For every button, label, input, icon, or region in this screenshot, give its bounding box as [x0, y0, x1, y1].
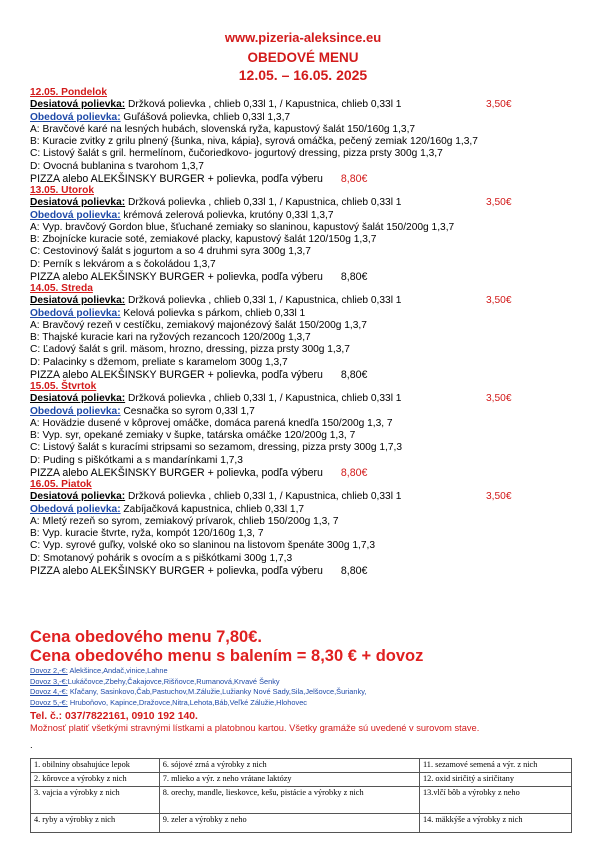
delivery-list — [30, 666, 366, 708]
allergen-row — [31, 814, 572, 833]
meal-item: B: Kuracie zvitky z grilu plnený {šunka, niva, kápia}, syrová omáčka, pečený zemiak 120/160g 1,3,7 — [30, 136, 478, 147]
weekly-menu — [30, 87, 590, 577]
meal-item: C: Ľadový šalát s gril. mäsom, hrozno, dressing, pizza prsty 300g 1,3,7 — [30, 344, 350, 356]
allergen-row — [31, 773, 572, 787]
morning-soup-label: Desiatová polievka: — [30, 295, 126, 307]
lunch-soup-row — [30, 504, 590, 516]
allergen-cell: 13.vlčí bôb a výrobky z neho — [419, 787, 571, 814]
pizza-burger-price: 8,80€ — [340, 270, 368, 283]
day-date: 15.05. Štvrtok — [30, 381, 97, 392]
meal-item: D: Smotanový pohárik s ovocím a s piškótkami 300g 1,7,3 — [30, 552, 293, 564]
day-block — [30, 87, 590, 185]
delivery-row — [30, 677, 366, 688]
pizza-burger-row — [30, 369, 590, 381]
pizza-burger-price: 8,80€ — [340, 368, 368, 381]
pizza-burger-price: 8,80€ — [340, 172, 368, 185]
day-block — [30, 479, 590, 577]
allergen-cell: 9. zeler a výrobky z neho — [159, 814, 419, 833]
morning-soup-label: Desiatová polievka: — [30, 393, 126, 405]
meal-item: C: Listový šalát s gril. hermelínom, čučoriedkovo- jogurtový dressing, pizza prsty 300g 1,3,7 — [30, 148, 443, 160]
morning-soup-price: 3,50€ — [486, 295, 512, 307]
delivery-places: Hruboňovo, Kapince,Dražovce,Nitra,Lehota,Báb,Veľké Zálužie,Hlohovec — [67, 697, 307, 707]
lunch-soup-label: Obedová polievka: — [30, 405, 121, 417]
menu-title: OBEDOVÉ MENU — [247, 50, 359, 65]
allergen-cell: 12. oxid siričitý a siričitany — [419, 773, 571, 787]
morning-soup-row — [30, 295, 590, 307]
allergen-cell: 11. sezamové semená a výr. z nich — [419, 759, 571, 773]
payment-note: Možnosť platiť všetkými stravnými lístkami a platobnou kartou. Všetky gramáže sú uvedené v surovom stave. — [30, 723, 480, 733]
lunch-soup-row — [30, 308, 590, 320]
allergen-cell: 1. obilniny obsahujúce lepok — [31, 759, 160, 773]
pizza-burger-price: 8,80€ — [340, 466, 368, 479]
lunch-soup-text: Guľášová polievka, chlieb 0,33l 1,3,7 — [120, 111, 291, 123]
meal-item: B: Thajské kuracie kari na ryžových rezancoch 120/200g 1,3,7 — [30, 332, 311, 343]
pizza-burger-row — [30, 271, 590, 283]
morning-soup-row — [30, 491, 590, 503]
morning-soup-price: 3,50€ — [486, 99, 512, 111]
meal-item: D: Palacinky s džemom, preliate s karamelom 300g 1,3,7 — [30, 356, 288, 368]
day-block — [30, 283, 590, 381]
allergen-cell: 4. ryby a výrobky z nich — [31, 814, 160, 833]
pizza-burger-row — [30, 565, 590, 577]
morning-soup-text: Držková polievka , chlieb 0,33l 1, / Kapustnica, chlieb 0,33l 1 — [125, 197, 402, 209]
morning-soup-text: Držková polievka , chlieb 0,33l 1, / Kapustnica, chlieb 0,33l 1 — [125, 393, 402, 405]
delivery-row — [30, 666, 366, 677]
morning-soup-text: Držková polievka , chlieb 0,33l 1, / Kapustnica, chlieb 0,33l 1 — [125, 491, 402, 503]
allergen-row — [31, 787, 572, 814]
date-range: 12.05. – 16.05. 2025 — [238, 67, 368, 83]
allergen-cell: 7. mlieko a výr. z neho vrátane laktózy — [159, 773, 419, 787]
allergen-row — [31, 759, 572, 773]
lunch-soup-row — [30, 406, 590, 418]
allergen-cell: 14. mäkkýše a výrobky z nich — [419, 814, 571, 833]
morning-soup-row — [30, 99, 590, 111]
morning-soup-price: 3,50€ — [486, 197, 512, 209]
meal-item: D: Puding s piškótkami a s mandarínkami 1,7,3 — [30, 454, 243, 466]
meal-item: A: Hovädzie dusené v kôprovej omáčke, domáca parená knedľa 150/200g 1,3, 7 — [30, 417, 393, 429]
morning-soup-row — [30, 197, 590, 209]
delivery-places: Lukáčovce,Zbehy,Čakajovce,Rišňovce,Rumanová,Krvavé Šenky — [67, 676, 280, 686]
allergen-cell: 3. vajcia a výrobky z nich — [31, 787, 160, 814]
lunch-soup-text: krémová zelerová polievka, krutóny 0,33l 1,3,7 — [120, 209, 334, 221]
pizza-burger-text: PIZZA alebo ALEKŠINSKY BURGER + polievka, podľa výberu — [30, 466, 323, 479]
meal-item: C: Listový šalát s kuracími stripsami so sezamom, dressing, pizza prsty 300g 1,7,3 — [30, 442, 402, 454]
pizza-burger-price: 8,80€ — [340, 564, 368, 577]
delivery-places: Alekšince,Andač,vinice,Lahne — [67, 666, 168, 675]
morning-soup-row — [30, 393, 590, 405]
lunch-soup-label: Obedová polievka: — [30, 307, 121, 319]
menu-price: Cena obedového menu 7,80€. — [30, 628, 262, 646]
allergen-table — [30, 758, 572, 833]
morning-soup-price: 3,50€ — [486, 491, 512, 503]
meal-item: A: Vyp. bravčový Gordon blue, šťuchané zemiaky so slaninou, kapustový šalát 150/200g 1,3,7 — [30, 221, 455, 233]
meal-item: B: Vyp. syr, opekané zemiaky v šupke, tatárska omáčke 120/200g 1,3, 7 — [30, 430, 356, 441]
day-block — [30, 185, 590, 283]
day-date: 14.05. Streda — [30, 283, 93, 294]
morning-soup-label: Desiatová polievka: — [30, 491, 126, 503]
meal-item: D: Perník s lekvárom a s čokoládou 1,3,7 — [30, 258, 216, 270]
pizza-burger-text: PIZZA alebo ALEKŠINSKY BURGER + polievka, podľa výberu — [30, 172, 323, 185]
lunch-soup-label: Obedová polievka: — [30, 209, 121, 221]
meal-item: B: Zbojnícke kuracie soté, zemiakové placky, kapustový šalát 120/150g 1,3,7 — [30, 234, 377, 245]
pizza-burger-text: PIZZA alebo ALEKŠINSKY BURGER + polievka, podľa výberu — [30, 564, 323, 577]
meal-item: C: Cestovinový šalát s jogurtom a so 4 druhmi syra 300g 1,3,7 — [30, 246, 311, 258]
website-url[interactable]: www.pizeria-aleksince.eu — [224, 30, 382, 45]
day-date: 16.05. Piatok — [30, 479, 92, 490]
delivery-price-label: Dovoz 3,-€: — [30, 676, 68, 686]
meal-item: D: Ovocná bublanina s tvarohom 1,3,7 — [30, 160, 204, 172]
delivery-price-label: Dovoz 5,-€: — [30, 697, 68, 707]
meal-item: A: Bravčové karé na lesných hubách, slovenská ryža, kapustový šalát 150/160g 1,3,7 — [30, 123, 416, 135]
pizza-burger-row — [30, 173, 590, 185]
morning-soup-text: Držková polievka , chlieb 0,33l 1, / Kapustnica, chlieb 0,33l 1 — [125, 99, 402, 111]
delivery-places: Kľačany, Sasinkovo,Čab,Pastuchov,M.Zálužie,Lužianky Nové Sady,Sila,Jelšovce,Šurianky, — [67, 687, 367, 696]
morning-soup-price: 3,50€ — [486, 393, 512, 405]
meal-item: C: Vyp. syrové guľky, volské oko so slaninou na listovom špenáte 300g 1,7,3 — [30, 540, 376, 552]
lunch-soup-row — [30, 112, 590, 124]
lunch-soup-text: Kelová polievka s párkom, chlieb 0,33l 1 — [120, 307, 306, 319]
day-date: 13.05. Utorok — [30, 185, 94, 196]
meal-item: A: Bravčový rezeň v cestíčku, zemiakový majonézový šalát 150/200g 1,3,7 — [30, 319, 367, 331]
delivery-price-label: Dovoz 4,-€: — [30, 687, 68, 696]
day-block — [30, 381, 590, 479]
lunch-soup-label: Obedová polievka: — [30, 111, 121, 123]
delivery-row — [30, 698, 366, 709]
pizza-burger-text: PIZZA alebo ALEKŠINSKY BURGER + polievka, podľa výberu — [30, 270, 323, 283]
morning-soup-text: Držková polievka , chlieb 0,33l 1, / Kapustnica, chlieb 0,33l 1 — [125, 295, 402, 307]
menu-price-packaged: Cena obedového menu s balením = 8,30 € + dovoz — [30, 647, 424, 665]
delivery-row — [30, 687, 366, 698]
lunch-soup-text: Zabíjačková kapustnica, chlieb 0,33l 1,7 — [120, 503, 305, 515]
morning-soup-label: Desiatová polievka: — [30, 197, 126, 209]
lunch-soup-text: Cesnačka so syrom 0,33l 1,7 — [120, 405, 255, 417]
allergen-cell: 8. orechy, mandle, lieskovce, kešu, pistácie a výrobky z nich — [159, 787, 419, 814]
delivery-price-label: Dovoz 2,-€: — [30, 666, 68, 675]
pizza-burger-row — [30, 467, 590, 479]
phone-contact[interactable]: Tel. č.: 037/7822161, 0910 192 140. — [30, 711, 198, 722]
pizza-burger-text: PIZZA alebo ALEKŠINSKY BURGER + polievka, podľa výberu — [30, 368, 323, 381]
morning-soup-label: Desiatová polievka: — [30, 99, 126, 111]
lunch-soup-row — [30, 210, 590, 222]
day-date: 12.05. Pondelok — [30, 87, 108, 98]
allergen-cell: 6. sójové zrná a výrobky z nich — [159, 759, 419, 773]
lunch-soup-label: Obedová polievka: — [30, 503, 121, 515]
meal-item: B: Vyp. kuracie štvrte, ryža, kompót 120/160g 1,3, 7 — [30, 528, 264, 539]
meal-item: A: Mletý rezeň so syrom, zemiakový prívarok, chlieb 150/200g 1,3, 7 — [30, 515, 339, 527]
note-dot: . — [30, 740, 33, 751]
allergen-cell: 2. kôrovce a výrobky z nich — [31, 773, 160, 787]
